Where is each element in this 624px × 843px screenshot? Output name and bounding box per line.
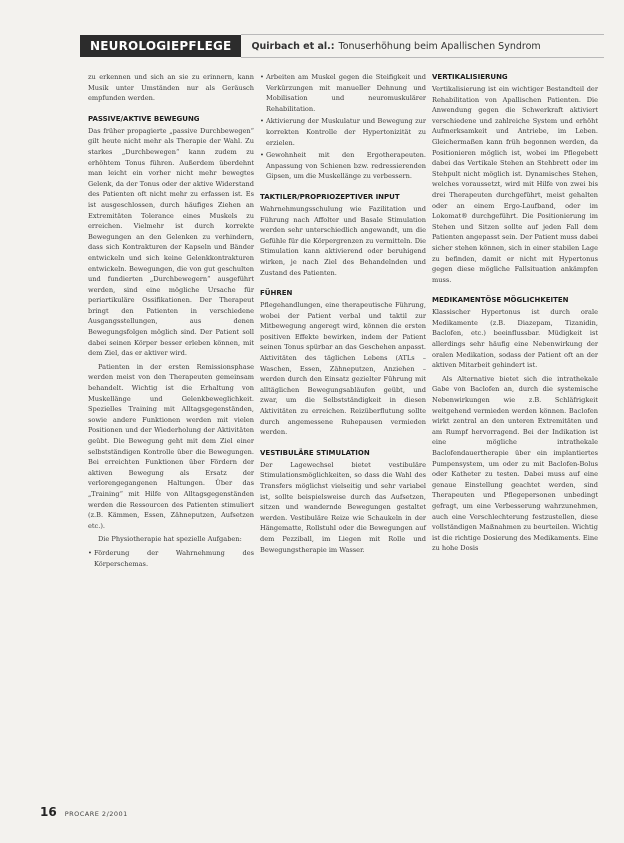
paragraph: Wahrnehmungsschulung wie Fazilitation und Führung nach Affolter und Basale Stimulation werden sehr unterschiedlich angewandt, um die Gefühle für die Körpergrenzen zu vermitteln. Die Stimulation kann aktivierend oder beruhigend wirken, je nach Ziel des Behandelnden und Zustand des Patienten. (260, 204, 426, 277)
text-column-3 (432, 72, 598, 557)
paragraph: Das früher propagierte „passive Durchbewegen“ gilt heute nicht mehr als Therapie der Wahl. Zu starkes „Durchbewegen“ kann zudem zu erhöhtem Tonus führen. Außerdem überdehnt man leicht ein vorher nicht mehr bewegtes Gelenk, da der Tonus oder der aktive Widerstand des Patienten oft nicht mehr zu erfassen ist. Es ist ausgeschlossen, durch häufiges Ziehen an Extremitäten Tolerance eines Muskels zu erreichen. Vielmehr ist durch korrekte Bewegungen an den Gelenken zu verhindern, dass sich Kontrakturen der Kapseln und Bänder entwickeln und sich keine Gelenkkontrakturen entwickeln. Bewegungen, die von gut geschulten und fundierten „Durchbewegern“ ausgeführt werden, sind eine mögliche Ursache für periartikuläre Ossifikationen. Der Therapeut bringt den Patienten in verschiedene Ausgangsstellungen, aus denen Bewegungsfolgen möglich sind. Der Patient soll dabei seinen Körper besser erleben können, mit dem Ziel, das er aktiver wird. (88, 126, 254, 358)
page-footer (40, 805, 128, 819)
paragraph: Pflegehandlungen, eine therapeutische Führung, wobei der Patient verbal und taktil zur Mitbewegung angeregt wird, können die ersten positiven Effekte bewirken, indem der Patient seinen Tonus spürbar an das Geschehen anpasst. Aktivitäten des täglichen Lebens (ATLs – Waschen, Essen, Zähneputzen, Anziehen – werden durch den Einsatz gezielter Führung mit alltäglichen Bewegungsabläufen geübt, und zwar, um die Selbstständigkeit in diesen Aktivitäten zu erreichen. Reizüberflutung sollte durch angemessene Ruhepausen vermieden werden. (260, 301, 426, 437)
section-heading: TAKTILER/PROPRIOZEPTIVER INPUT (260, 192, 400, 201)
list-item: • Förderung der Wahrnehmung des Körperschemas. (88, 548, 254, 569)
article-authors: Quirbach et al.: (251, 40, 335, 52)
article-title: Tonuserhöhung beim Apallischen Syndrom (338, 40, 541, 52)
section-label: NEUROLOGIEPFLEGE (80, 35, 241, 57)
section-heading: PASSIVE/AKTIVE BEWEGUNG (88, 114, 200, 123)
page-header (80, 35, 604, 57)
section-heading: FÜHREN (260, 289, 293, 298)
paragraph: Als Alternative bietet sich die intrathekale Gabe von Baclofen an, durch die systemische Nebenwirkungen wie z.B. Schläfrigkeit weitgehend vermieden werden können. Baclofen wirkt zentral an den unteren Extremitäten und am Rumpf hervorragend. Bei der Indikation ist eine mögliche intrathekale Baclofendauertherapie über ein implantiertes Pumpensystem, um oder zu mit Baclofen-Bolus oder Katheter zu testen. Dabei muss auf eine genaue Einstellung geachtet werden, sind Therapeuten und Pflegepersonen unbedingt gefragt, um eine Verbesserung wahrzunehmen, auch eine Verschlechterung festzustellen, diese vollständigen Maßnahmen zu beurteilen. Wichtig ist die richtige Dosierung des Medikaments. Eine zu hohe Dosis (432, 374, 598, 553)
journal-name: PROCARE 2/2001 (64, 810, 128, 818)
section-heading: MEDIKAMENTÖSE MÖGLICHKEITEN (432, 296, 569, 305)
list-item: • Arbeiten am Muskel gegen die Steifigkeit und Verkürzungen mit manueller Dehnung und Mobilisation und neuromuskulärer Rehabilitation. (260, 72, 426, 114)
section-heading: VERTIKALISIERUNG (432, 73, 508, 81)
section-heading: VESTIBULÄRE STIMULATION (260, 448, 370, 457)
paragraph: Patienten in der ersten Remissionsphase werden meist von den Therapeuten gemeinsam behandelt. Wichtig ist die Erhaltung von Muskellänge und Gelenkbeweglichkeit. Spezielles Training mit Alltagsgegenständen, sowie andere Funktionen werden mit vielen Positionen und der Wiederholung der Aktivitäten geübt. Die Bewegung geht mit dem Ziel einer selbstständigen Kontrolle über die Bewegungen. Bei erreichten Funktionen über Fördern der aktiven Bewegung als Ersatz der verlorengegangenen Haltungen. Über das „Training“ mit Hilfe von Alltagsgegenständen werden die Ressourcen des Patienten stimuliert (z.B. Kämmen, Essen, Zähneputzen, Aufsetzen etc.). (88, 362, 254, 530)
article-title-bar (241, 34, 604, 58)
bullet-list (88, 548, 254, 569)
text-column-2 (260, 72, 426, 558)
paragraph: Die Physiotherapie hat spezielle Aufgaben: (98, 535, 242, 544)
paragraph: Vertikalisierung ist ein wichtiger Bestandteil der Rehabilitation von Apallischen Patienten. Die Anwendung gegen die Schwerkraft aktiviert verschiedene und zahlreiche System und erhöht Aufmerksamkeit und Antriebe, im Leben. Gleichermaßen kann früh begonnen werden, da Positionieren möglich ist, wobei im Pflegebett dabei das Vertikale Stehen an Stehbrett oder im Stehpult nicht möglich ist. Dynamisches Stehen, welches voraussetzt, wird mit Hilfe von zwei bis drei Therapeuten durchgeführt, meist gehalten oder an einem Ergo-Laufband, oder im Lokomat® durchgeführt. Die Positionierung im Stehen und Sitzen sollte auf jeden Fall dem Patienten angepasst sein. Der Patient muss dabei sicher stehen können, sich in einer stabilen Lage zu befinden, damit er nicht mit Hypertonus gegen diese mögliche Fallsituation ankämpfen muss. (432, 85, 598, 284)
list-item: • Aktivierung der Muskulatur und Bewegung zur korrekten Kontrolle der Hypertonizität zu erzielen. (260, 116, 426, 148)
paragraph: Klassischer Hypertonus ist durch orale Medikamente (z.B. Diazepam, Tizanidin, Baclofen, etc.) beeinflussbar. Müdigkeit ist allerdings sehr häufig eine Nebenwirkung der oralen Medikation, sodass der Patient oft an der aktiven Mitarbeit gehindert ist. (432, 308, 598, 370)
paragraph: Der Lagewechsel bietet vestibuläre Stimulationsmöglichkeiten, so dass die Wahl des Transfers möglichst vielseitig und sehr variabel ist, sollte beispielsweise durch das Aufsetzen, sitzen und wandernde Bewegungen gestaltet werden. Vestibuläre Reize wie Schaukeln in der Hängematte, Rollstuhl oder die Bewegungen auf dem Pezziball, im Liegen mit Rolle und Bewegungstherapie im Wasser. (260, 460, 426, 554)
list-item: • Gewohnheit mit den Ergotherapeuten. Anpassung von Schienen bzw. redressierenden Gipsen, um die Muskellänge zu verbessern. (260, 150, 426, 182)
text-column-1 (88, 72, 254, 572)
paragraph: zu erkennen und sich an sie zu erinnern, kann Musik unter Umständen nur als Geräusch empfunden werden. (88, 73, 254, 103)
page-number: 16 (40, 805, 57, 819)
bullet-list (260, 72, 426, 182)
